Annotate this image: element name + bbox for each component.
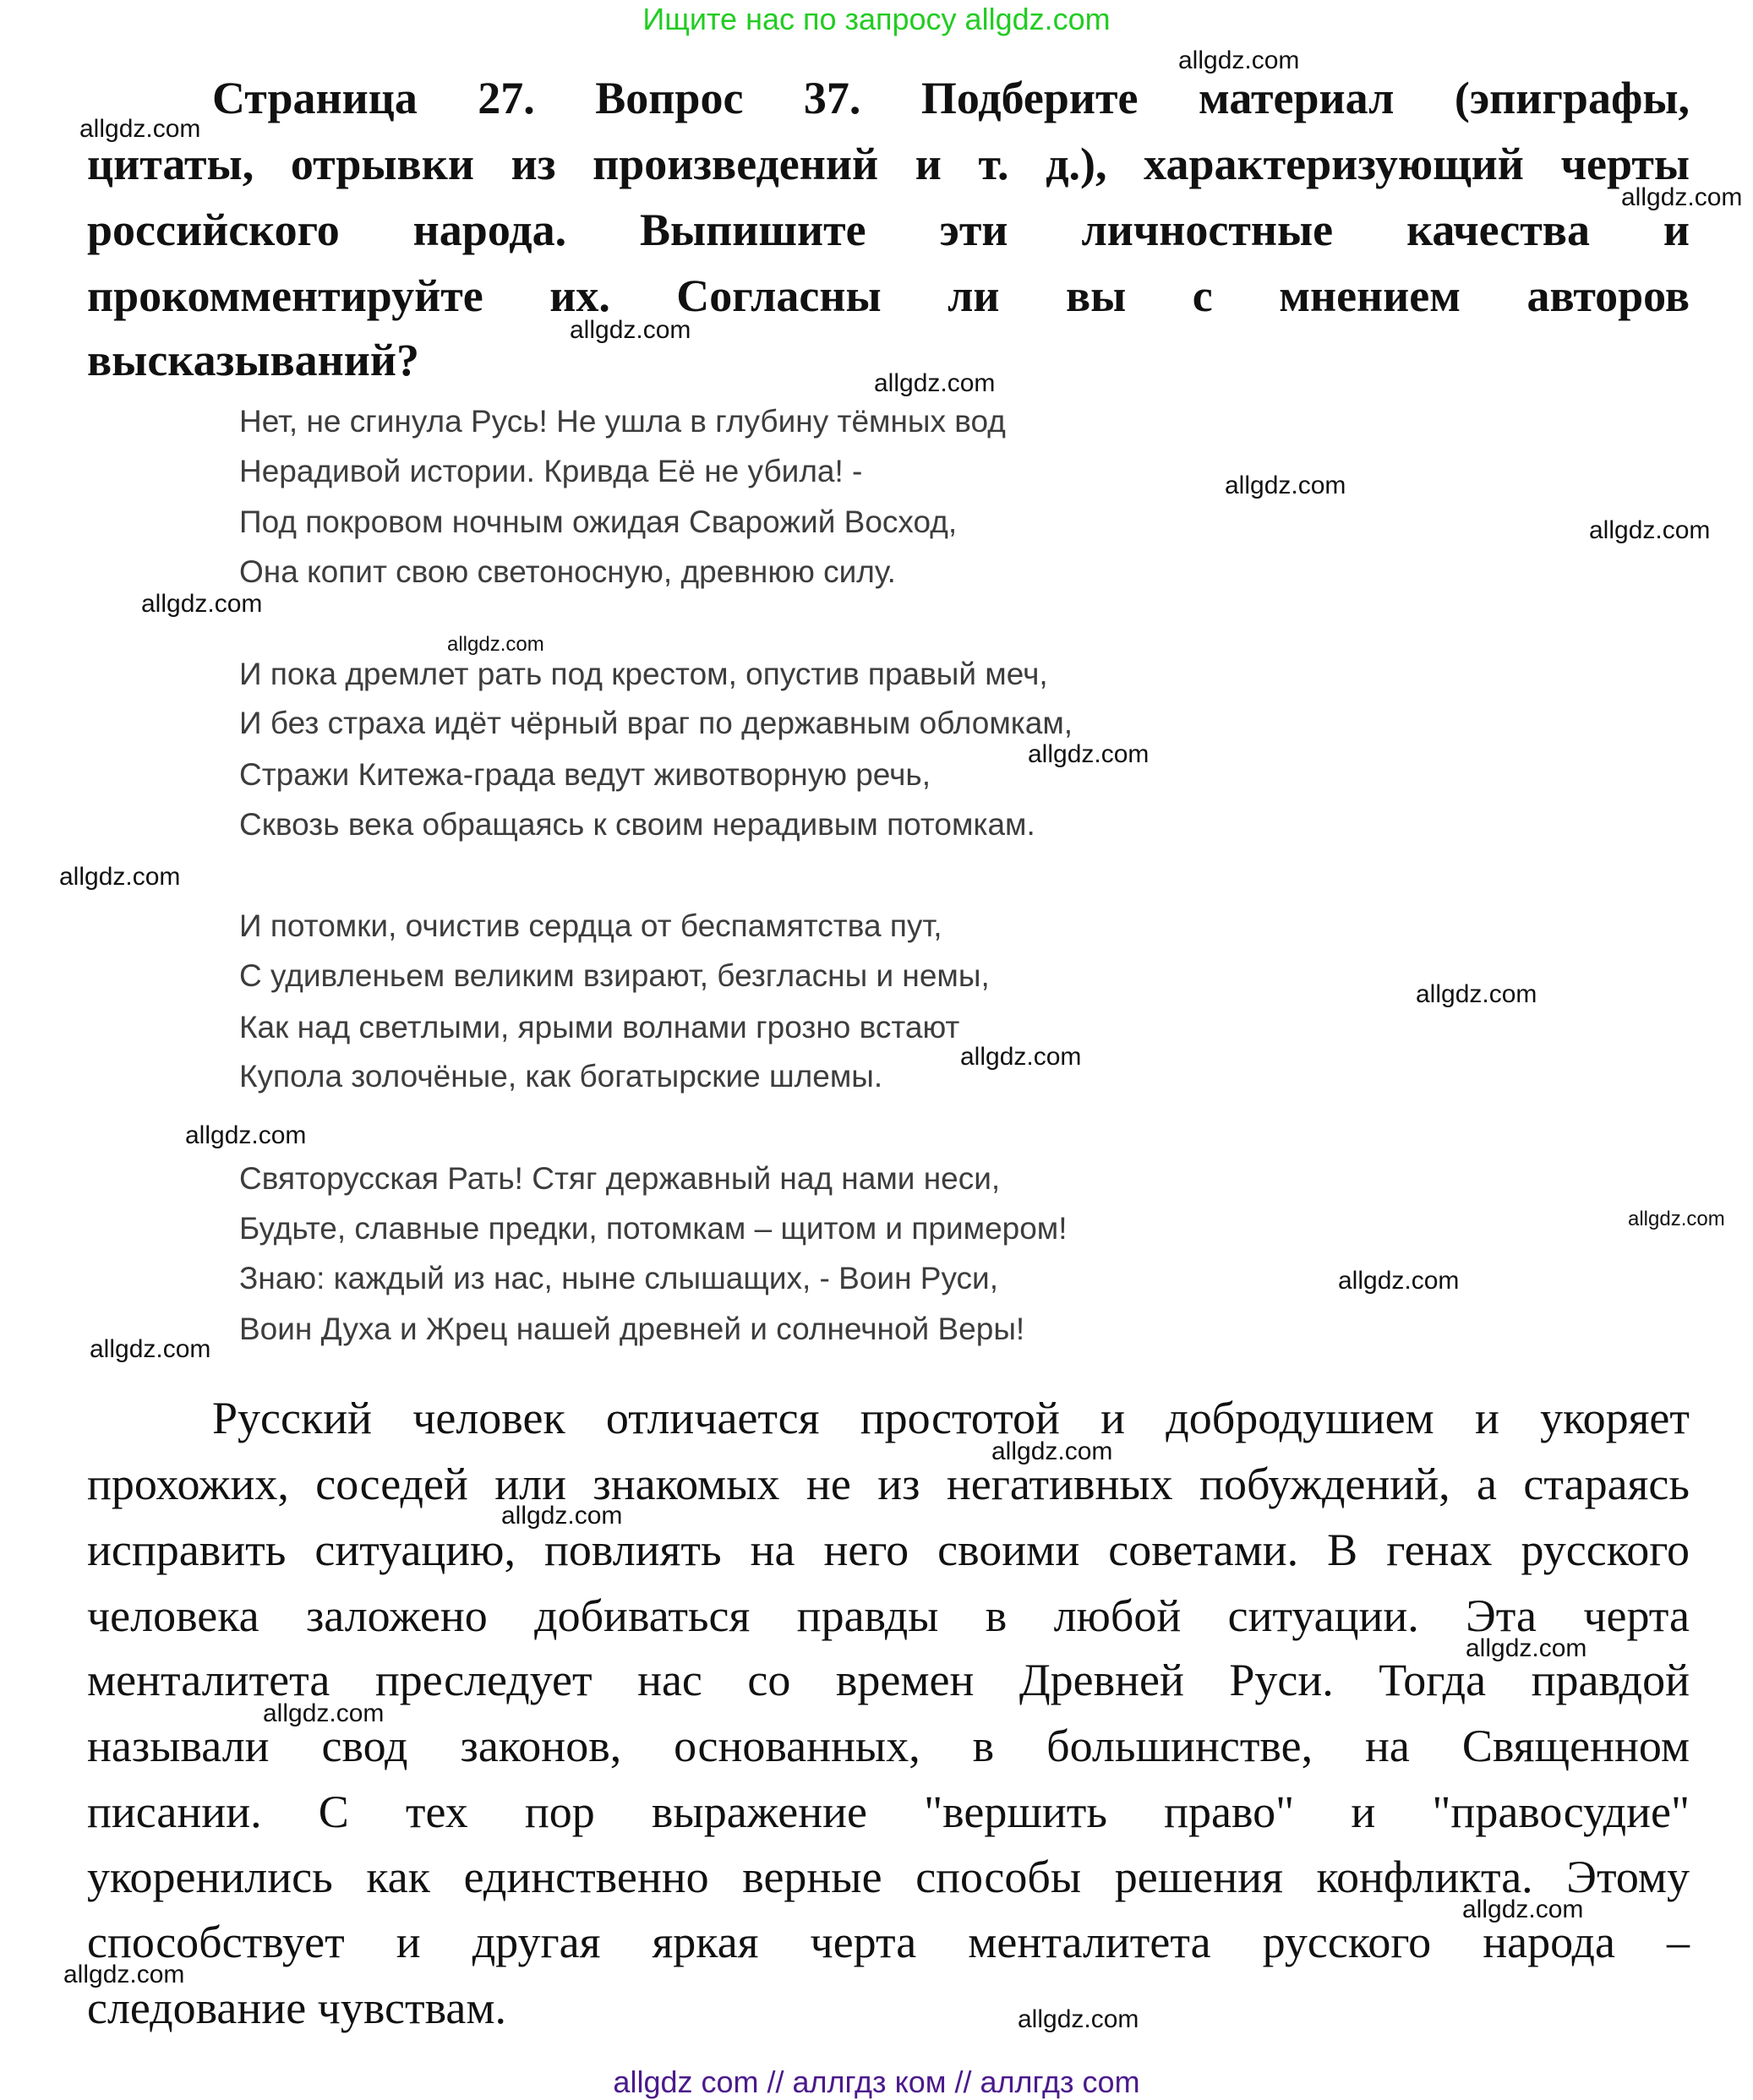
watermark: allgdz.com <box>570 316 691 344</box>
watermark: allgdz.com <box>1628 1208 1725 1230</box>
question-line: российского народа. Выпишите эти личностные качества и <box>87 205 1690 255</box>
watermark: allgdz.com <box>960 1043 1082 1071</box>
watermark: allgdz.com <box>501 1502 623 1530</box>
poem-line: Нерадивой истории. Кривда Её не убила! - <box>239 454 863 488</box>
watermark: allgdz.com <box>1018 2005 1139 2033</box>
watermark: allgdz.com <box>447 633 544 656</box>
poem-line: Святорусская Рать! Стяг державный над нами неси, <box>239 1161 1001 1196</box>
answer-line: укоренились как единственно верные способы решения конфликта. Этому <box>87 1852 1690 1902</box>
watermark: allgdz.com <box>1225 472 1346 499</box>
question-line: цитаты, отрывки из произведений и т. д.), характеризующий черты <box>87 139 1690 189</box>
watermark: allgdz.com <box>1466 1634 1587 1662</box>
poem-line: С удивленьем великим взирают, безгласны и немы, <box>239 958 990 993</box>
answer-line: способствует и другая яркая черта менталитета русского народа – <box>87 1917 1690 1967</box>
answer-line: Русский человек отличается простотой и добродушием и укоряет <box>212 1393 1690 1443</box>
poem-line: Стражи Китежа-града ведут животворную речь, <box>239 757 931 792</box>
answer-line: прохожих, соседей или знакомых не из негативных побуждений, а стараясь <box>87 1459 1690 1509</box>
watermark: allgdz.com <box>59 863 181 891</box>
watermark: allgdz.com <box>991 1437 1113 1465</box>
question-line: высказываний? <box>87 335 419 385</box>
watermark: allgdz.com <box>1589 516 1711 544</box>
watermark: allgdz.com <box>141 590 263 618</box>
watermark: allgdz.com <box>1462 1895 1584 1923</box>
watermark: allgdz.com <box>1416 980 1537 1008</box>
poem-line: Под покровом ночным ожидая Сварожий Восход, <box>239 505 958 539</box>
question-line: Страница 27. Вопрос 37. Подберите материал (эпиграфы, <box>212 73 1690 123</box>
poem-line: Она копит свою светоносную, древнюю силу. <box>239 554 896 589</box>
poem-line: И пока дремлет рать под крестом, опустив правый меч, <box>239 657 1048 691</box>
watermark: allgdz.com <box>1621 183 1743 211</box>
watermark: allgdz.com <box>874 369 996 397</box>
watermark: allgdz.com <box>185 1121 307 1149</box>
answer-line: называли свод законов, основанных, в большинстве, на Священном <box>87 1721 1690 1771</box>
poem-line: И без страха идёт чёрный враг по державным обломкам, <box>239 706 1073 740</box>
poem-line: Будьте, славные предки, потомкам – щитом и примером! <box>239 1211 1068 1246</box>
poem-line: Сквозь века обращаясь к своим нерадивым потомкам. <box>239 807 1035 842</box>
footer-links: allgdz com // аллгдз ком // аллгдз com <box>613 2065 1140 2099</box>
question-line: прокомментируйте их. Согласны ли вы с мнением авторов <box>87 270 1690 321</box>
watermark: allgdz.com <box>1178 46 1300 74</box>
watermark: allgdz.com <box>63 1961 185 1988</box>
poem-line: Воин Духа и Жрец нашей древней и солнечной Веры! <box>239 1312 1025 1346</box>
watermark: allgdz.com <box>79 115 201 143</box>
poem-line: Знаю: каждый из нас, ныне слышащих, - Воин Руси, <box>239 1261 998 1295</box>
search-banner: Ищите нас по запросу allgdz.com <box>642 2 1111 36</box>
poem-line: Купола золочёные, как богатырские шлемы. <box>239 1059 883 1094</box>
answer-line: человека заложено добиваться правды в любой ситуации. Эта черта <box>87 1590 1690 1641</box>
watermark: allgdz.com <box>1028 740 1150 768</box>
answer-line: исправить ситуацию, повлиять на него своими советами. В генах русского <box>87 1525 1690 1575</box>
watermark: allgdz.com <box>90 1335 211 1363</box>
watermark: allgdz.com <box>263 1699 385 1727</box>
answer-line: следование чувствам. <box>87 1983 506 2033</box>
poem-line: Как над светлыми, ярыми волнами грозно встают <box>239 1010 960 1045</box>
answer-line: менталитета преследует нас со времен Древней Руси. Тогда правдой <box>87 1655 1690 1705</box>
poem-line: Нет, не сгинула Русь! Не ушла в глубину тёмных вод <box>239 404 1006 439</box>
answer-line: писании. С тех пор выражение "вершить право" и "правосудие" <box>87 1786 1690 1837</box>
poem-line: И потомки, очистив сердца от беспамятства пут, <box>239 908 942 943</box>
watermark: allgdz.com <box>1338 1267 1460 1295</box>
